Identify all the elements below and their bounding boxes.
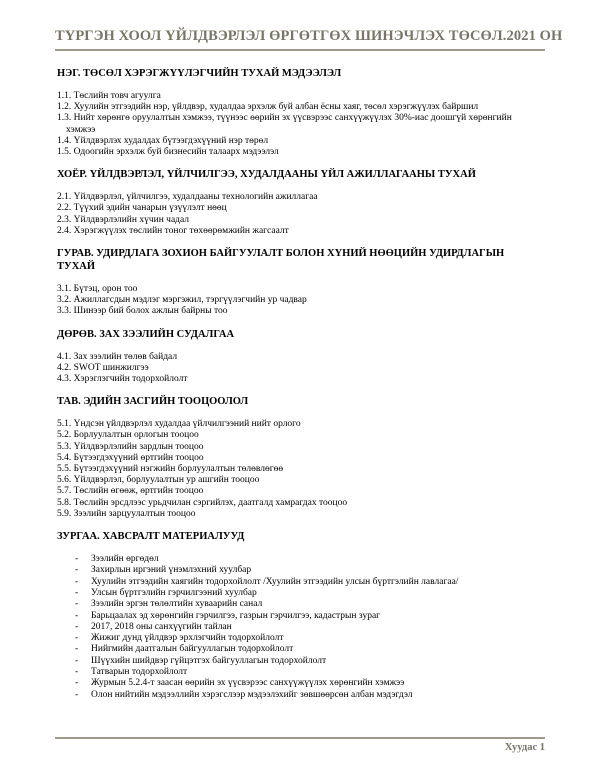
attachment-item-label: Журмын 5.2.4-т заасан өөрийн эх үүсвэрээс санхүүжүүлэх хөрөнгийн хэмжээ (91, 678, 405, 689)
list-item: 5.6. Үйлдвэрлэл, борлуулалтын ур ашгийн тооцоо (57, 475, 260, 486)
dash-bullet: - (75, 565, 79, 576)
list-item: 2.1. Үйлдвэрлэл, үйлчилгээ, худалдааны технологийн ажиллагаа (57, 192, 318, 203)
attachment-item-label: Барьцаалах эд хөрөнгийн гэрчилгээ, газрын гэрчилгээ, кадастрын зураг (91, 610, 381, 621)
attachment-item (57, 554, 543, 565)
list-item: 3.1. Бүтэц, орон тоо (57, 284, 138, 295)
list-item: 4.2. SWOT шинжилгээ (57, 362, 149, 373)
dash-bullet: - (75, 610, 79, 621)
attachment-item (57, 577, 543, 588)
dash-bullet: - (75, 587, 79, 598)
list-item: 1.4. Үйлдвэрлэх худалдах бүтээгдэхүүний нэр төрөл (57, 135, 269, 146)
section-6 (57, 530, 543, 701)
list-item: 5.1. Үндсэн үйлдвэрлэл худалдаа үйлчилгээний нийт орлого (57, 419, 301, 430)
section-3-title: ГУРАВ. УДИРДЛАГА ЗОХИОН БАЙГУУЛАЛТ БОЛОН ХҮНИЙ НӨӨЦИЙН УДИРДЛАГЫН ТУХАЙ (57, 248, 505, 273)
list-item: 2.4. Хэрэгжүүлэх төслийн тоног төхөөрөмжийн жагсаалт (57, 225, 289, 236)
attachment-item-label: Зээлийн өргөдөл (91, 554, 159, 565)
list-item: 2.3. Үйлдвэрлэлийн хүчин чадал (57, 214, 190, 225)
attachment-item (57, 565, 543, 576)
attachment-item (57, 611, 543, 622)
header-year: 2021 ОН (506, 28, 563, 44)
list-item: 5.8. Төслийн эрсдлээс урьдчилан сэргийлэх, даатгалд хамрагдах тооцоо (57, 497, 348, 508)
list-item: 1.2. Хуулийн этгээдийн нэр, үйлдвэр, худалдаа эрхэлж буй албан ёсны хаяг, төсөл хэрэгжүүлэх байршил (57, 102, 479, 113)
dash-bullet: - (75, 644, 79, 655)
dash-bullet: - (75, 655, 79, 666)
attachment-item-label: Жижиг дунд үйлдвэр эрхлэгчийн тодорхойлолт (91, 633, 284, 644)
section-1-title: НЭГ. ТӨСӨЛ ХЭРЭГЖҮҮЛЭГЧИЙН ТУХАЙ МЭДЭЭЛЭЛ (57, 68, 342, 79)
attachment-item (57, 690, 543, 701)
header-title: ТҮРГЭН ХООЛ ҮЙЛДВЭРЛЭЛ ӨРГӨТГӨХ ШИНЭЧЛЭХ ТӨСӨЛ. (55, 28, 507, 44)
attachment-item-label: Хуулийн этгээдийн хаягийн тодорхойлолт /Хуулийн этгээдийн улсын бүртгэлийн лавлагаа/ (91, 576, 459, 587)
attachment-item-label: Захирлын иргэний үнэмлэхний хуулбар (91, 565, 252, 576)
section-2-title: ХОЁР. ҮЙЛДВЭРЛЭЛ, ҮЙЛЧИЛГЭЭ, ХУДАЛДААНЫ ҮЙЛ АЖИЛЛАГААНЫ ТУХАЙ (57, 169, 476, 181)
list-item: 5.3. Үйлдвэрлэлийн зардлын тооцоо (57, 441, 204, 452)
attachment-item (57, 656, 543, 667)
attachment-item-label: Олон нийтийн мэдээллийн хэрэгслээр мэдээлэхийг зөвшөөрсөн албан мэдэгдэл (91, 689, 413, 700)
attachment-item (57, 599, 543, 610)
dash-bullet: - (75, 633, 79, 644)
section-4 (57, 328, 543, 386)
document-body (57, 67, 543, 701)
attachment-item-label: Улсын бүртгэлийн гэрчилгээний хуулбар (91, 587, 257, 598)
list-item: 1.5. Одоогийн эрхэлж буй бизнесийн талаарх мэдээлэл (57, 147, 279, 158)
dash-bullet: - (75, 599, 79, 610)
list-item: 5.5. Бүтээгдэхүүний нэгжийн борлуулалтын төлөвлөгөө (57, 464, 284, 475)
list-item: 5.2. Борлуулалтын орлогын тооцоо (57, 430, 199, 441)
section-5-title: ТАВ. ЭДИЙН ЗАСГИЙН ТООЦООЛОЛ (57, 396, 249, 408)
section-4-title: ДӨРӨВ. ЗАХ ЗЭЭЛИЙН СУДАЛГАА (57, 328, 235, 340)
list-item: 3.3. Шинээр бий болох ажлын байрны тоо (57, 306, 228, 317)
attachment-item-label: Нийгмийн даатгалын байгууллагын тодорхойлолт (91, 644, 294, 655)
attachment-item (57, 633, 543, 644)
section-5 (57, 395, 543, 520)
attachment-list (57, 554, 543, 701)
dash-bullet: - (75, 678, 79, 689)
section-6-title: ЗУРГАА. ХАВСРАЛТ МАТЕРИАЛУУД (57, 531, 245, 543)
list-item: 5.7. Төслийн өгөөж, өртгийн тооцоо (57, 486, 204, 497)
dash-bullet: - (75, 667, 79, 678)
attachment-item-label: Зээлийн эргэн төлөлтийн хуваарийн санал (91, 599, 263, 610)
attachment-item (57, 667, 543, 678)
list-item: 1.3. Нийт хөрөнгө оруулалтын хэмжээ, түүнээс өөрийн эх үүсвэрээс санхүүжүүлэх 30%-иас доошгүй хөрөнгийн хэмжээ (57, 113, 512, 135)
dash-bullet: - (75, 576, 79, 587)
page-header (55, 28, 563, 51)
attachment-item (57, 644, 543, 655)
attachment-item-label: Татварын тодорхойлолт (91, 667, 188, 678)
attachment-item (57, 588, 543, 599)
dash-bullet: - (75, 621, 79, 632)
section-3 (57, 247, 543, 318)
dash-bullet: - (75, 554, 79, 565)
list-item: 2.2. Түүхий эдийн чанарын үзүүлэлт нөөц (57, 203, 227, 214)
attachment-item (57, 678, 543, 689)
list-item: 5.9. Зээлийн зарцуулалтын тооцоо (57, 508, 196, 519)
attachment-item-label: Шүүхийн шийдвэр гүйцэтгэх байгууллагын тодорхойлолт (91, 655, 327, 666)
attachment-item-label: 2017, 2018 оны санхүүгийн тайлан (91, 621, 232, 632)
list-item: 4.3. Хэрэглэгчийн тодорхойлолт (57, 374, 188, 385)
page-number: Хуудас 1 (504, 742, 545, 753)
section-2 (57, 168, 543, 237)
dash-bullet: - (75, 689, 79, 700)
page-footer (55, 737, 545, 753)
list-item: 3.2. Ажиллагсдын мэдлэг мэргэжил, тэргүүлэгчийн ур чадвар (57, 295, 307, 306)
list-item: 1.1. Төслийн товч агуулга (57, 91, 161, 101)
attachment-item (57, 622, 543, 633)
section-1 (57, 67, 543, 158)
list-item: 4.1. Зах зээлийн төлөв байдал (57, 351, 178, 362)
list-item: 5.4. Бүтээгдэхүүний өртгийн тооцоо (57, 452, 204, 463)
